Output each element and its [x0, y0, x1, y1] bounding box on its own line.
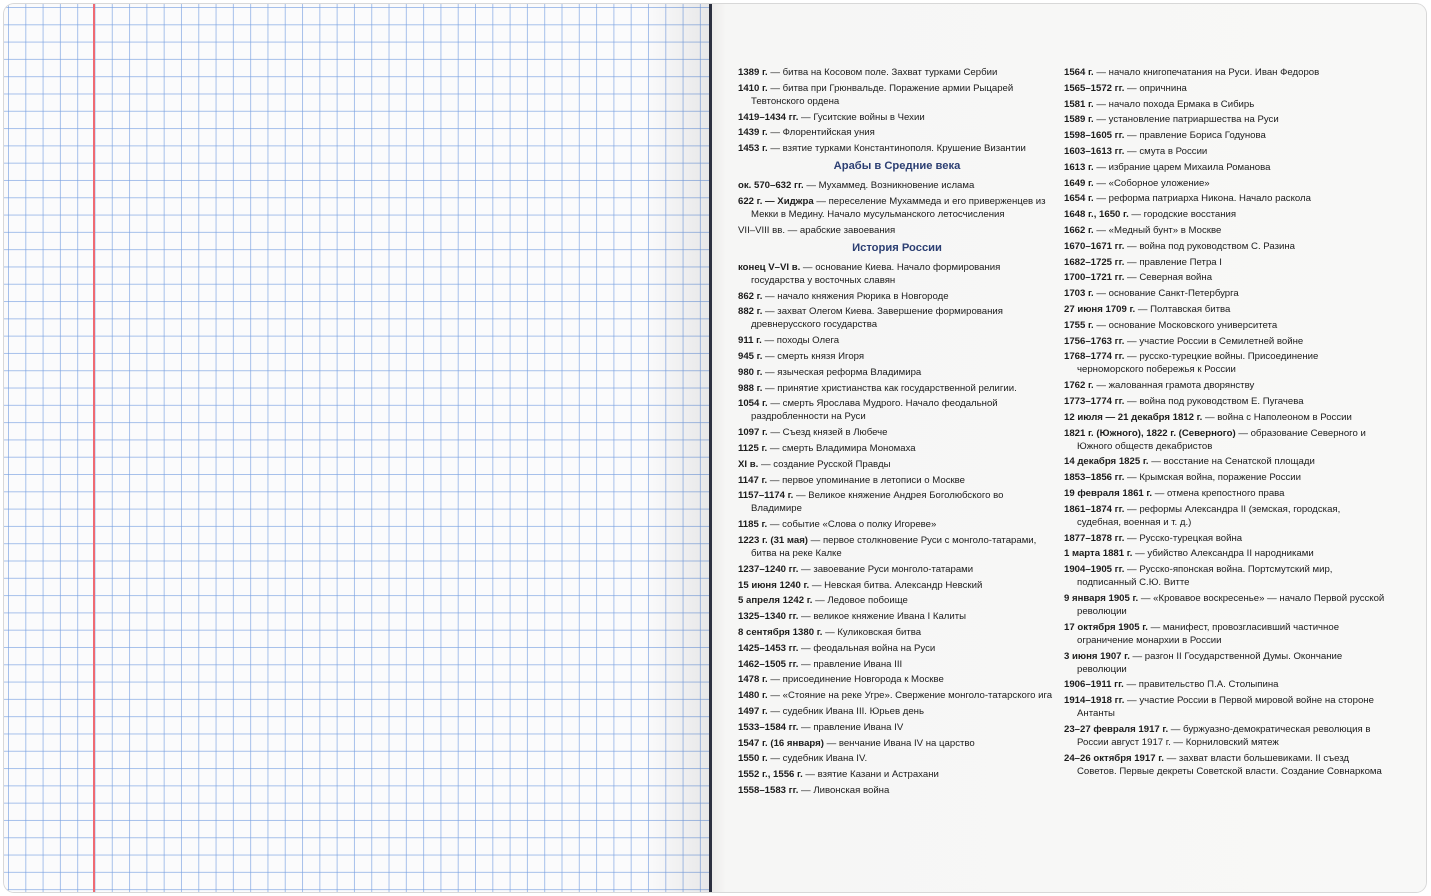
entry-text: — битва на Косовом поле. Захват турками Сербии [767, 67, 998, 78]
entry-text: — «Стояние на реке Угре». Свержение монголо-татарского ига [767, 690, 1053, 702]
entry-date: 1558–1583 гг. [738, 784, 799, 796]
entry-text: — правление Ивана IV [798, 721, 904, 733]
timeline-entry [1064, 66, 1386, 79]
entry-date: 862 г. [738, 290, 763, 302]
timeline-entry [738, 442, 1056, 455]
timeline-entry [738, 489, 1056, 515]
entry-text: — Крымская война, поражение России [1124, 472, 1302, 484]
entry-text: — Съезд князей в Любече [767, 427, 888, 439]
timeline-entry [738, 626, 1056, 639]
entry-date: 1480 г. [738, 690, 768, 702]
entry-text: — разгон II Государственной Думы. Окончание революции [1077, 650, 1343, 675]
entry-text: — война с Наполеоном в России [1202, 411, 1352, 423]
timeline-entry [1064, 547, 1386, 560]
entry-text: — Гуситские войны в Чехии [798, 111, 925, 123]
timeline-entry [1064, 592, 1386, 618]
entry-date: 988 г. [738, 382, 763, 394]
entry-text: — «Кровавое воскресенье» — начало Первой русской революции [1077, 592, 1385, 617]
entry-text: — Северная война [1124, 272, 1213, 284]
entry-date: 9 января 1905 г. [1064, 592, 1139, 604]
entry-text: — реформы Александра II (земская, городская, судебная, военная и т. д.) [1077, 503, 1341, 528]
entry-text: — русско-турецкие войны. Присоединение черноморского побережья к России [1077, 351, 1319, 376]
entry-date: 1478 г. [738, 674, 768, 686]
timeline-entry [738, 705, 1056, 718]
entry-text: — Русско-турецкая война [1124, 532, 1243, 544]
timeline-entry [738, 195, 1056, 221]
timeline-entry [738, 82, 1056, 108]
entry-date: 14 декабря 1825 г. [1064, 456, 1149, 468]
timeline-entry [738, 458, 1056, 471]
timeline-entry [1064, 563, 1386, 589]
timeline-entry [738, 366, 1056, 379]
entry-date: 1550 г. [738, 753, 768, 765]
entry-date: 1453 г. [738, 143, 768, 155]
entry-text: — начало книгопечатания на Руси. Иван Федоров [1093, 67, 1320, 78]
entry-date: 1439 г. [738, 127, 768, 139]
entry-date: 1649 г. [1064, 177, 1094, 189]
entry-date: 1773–1774 гг. [1064, 395, 1125, 407]
entry-text: — «Соборное уложение» [1093, 177, 1210, 189]
timeline-entry [738, 350, 1056, 363]
entry-text: — захват власти большевиками. II съезд Советов. Первые декреты Советской власти. Создание Совнаркома [1077, 752, 1382, 777]
entry-text: — смута в России [1124, 145, 1208, 157]
entry-text: — основание Санкт-Петербурга [1093, 288, 1239, 300]
entry-date: 3 июня 1907 г. [1064, 650, 1130, 662]
timeline-entry [1064, 145, 1386, 158]
timeline-entry [1064, 303, 1386, 316]
entry-text: — Мухаммед. Возникновение ислама [803, 180, 975, 192]
entry-text: — война под руководством С. Разина [1124, 240, 1295, 252]
notebook-spread [4, 4, 1426, 892]
entry-text: — Флорентийская уния [767, 127, 875, 139]
entry-text: — феодальная война на Руси [798, 642, 936, 654]
entry-text: — походы Олега [761, 335, 840, 347]
timeline-entry [738, 518, 1056, 531]
timeline-entry [738, 142, 1056, 155]
timeline-entry [738, 768, 1056, 781]
entry-text: — завоевание Руси монголо-татарами [798, 563, 974, 575]
entry-text: — жалованная грамота дворянству [1093, 380, 1255, 392]
entry-text: — Куликовская битва [822, 626, 922, 638]
entry-date: 1662 г. [1064, 224, 1094, 236]
entry-text: — участие России в Семилетней войне [1124, 335, 1304, 347]
timeline-entry [738, 737, 1056, 750]
entry-date: 1157–1174 г. [738, 490, 794, 502]
timeline-entry [738, 689, 1056, 702]
entry-text: — смерть Владимира Мономаха [767, 442, 916, 454]
entry-text: — восстание на Сенатской площади [1148, 456, 1315, 468]
entry-date: 1648 г., 1650 г. [1064, 209, 1129, 221]
entry-text: — начало княжения Рюрика в Новгороде [762, 290, 949, 302]
entry-text: — установление патриаршества на Руси [1093, 114, 1279, 126]
timeline-entry [1064, 177, 1386, 190]
timeline-entry [738, 382, 1056, 395]
entry-date: 1914–1918 гг. [1064, 695, 1125, 707]
entry-date: 1768–1774 гг. [1064, 351, 1125, 363]
entry-text: — битва при Грюнвальде. Поражение армии Рыцарей Тевтонского ордена [751, 82, 1014, 107]
entry-date: 1389 г. [738, 67, 768, 78]
entry-date: 1904–1905 гг. [1064, 564, 1125, 576]
entry-date: 1755 г. [1064, 319, 1094, 331]
entry-text: — Ледовое побоище [812, 595, 908, 607]
entry-text: — участие России в Первой мировой войне на стороне Антанты [1077, 695, 1374, 720]
entry-text: — правительство П.А. Столыпина [1123, 679, 1279, 691]
timeline-entry [738, 66, 1056, 79]
entry-date: 882 г. [738, 306, 763, 318]
timeline-entry [738, 179, 1056, 192]
entry-text: — Ливонская война [798, 784, 890, 796]
entry-text: VII–VIII вв. — арабские завоевания [738, 224, 896, 236]
entry-text: — основание Московского университета [1093, 319, 1278, 331]
entry-text: — судебник Ивана IV. [767, 753, 868, 765]
entry-date: 980 г. [738, 366, 763, 378]
entry-text: — правление Бориса Годунова [1124, 130, 1266, 142]
entry-date: 1821 г. (Южного), 1822 г. (Северного) [1064, 427, 1236, 439]
entry-date: 1756–1763 гг. [1064, 335, 1125, 347]
timeline-entry [1064, 240, 1386, 253]
entry-date: 24–26 октября 1917 г. [1064, 752, 1164, 764]
entry-date: 1147 г. [738, 474, 768, 486]
timeline-entry [1064, 678, 1386, 691]
entry-date: 1325–1340 гг. [738, 611, 799, 623]
entry-text: — великое княжение Ивана I Калиты [798, 611, 967, 623]
entry-date: 1547 г. (16 января) [738, 737, 824, 749]
entry-text: — первое упоминание в летописи о Москве [767, 474, 966, 486]
timeline-entry [1064, 98, 1386, 111]
timeline-entry [738, 261, 1056, 287]
timeline-entry [738, 642, 1056, 655]
entry-date: 1589 г. [1064, 114, 1094, 126]
entry-text: — событие «Слова о полку Игореве» [767, 519, 937, 531]
entry-date: ок. 570–632 гг. [738, 180, 804, 192]
entry-date: 1425–1453 гг. [738, 642, 799, 654]
entry-date: 945 г. [738, 350, 763, 362]
entry-text: — война под руководством Е. Пугачева [1124, 395, 1304, 407]
entry-date: 1552 г., 1556 г. [738, 769, 803, 781]
entry-text: — основание Киева. Начало формирования государства у восточных славян [751, 261, 1001, 286]
entry-text: — Русско-японская война. Портсмутский мир, подписанный С.Ю. Витте [1077, 564, 1333, 589]
timeline-entry [1064, 752, 1386, 778]
timeline-entry [738, 563, 1056, 576]
entry-date: 1581 г. [1064, 98, 1094, 110]
entry-date: 1762 г. [1064, 380, 1094, 392]
entry-text: — смерть Ярослава Мудрого. Начало феодальной раздробленности на Руси [751, 398, 998, 423]
entry-date: 1654 г. [1064, 193, 1094, 205]
timeline-entry [1064, 271, 1386, 284]
entry-text: — Невская битва. Александр Невский [809, 579, 983, 591]
timeline-entry [1064, 192, 1386, 205]
dates-column-right [1064, 66, 1386, 780]
timeline-entry [1064, 319, 1386, 332]
timeline-entry [1064, 113, 1386, 126]
entry-date: 1613 г. [1064, 161, 1094, 173]
entry-text: — опричнина [1124, 82, 1187, 94]
timeline-entry [738, 290, 1056, 303]
timeline-entry [1064, 427, 1386, 453]
section-heading: История России [852, 241, 942, 254]
timeline-entry [1064, 694, 1386, 720]
entry-text: — «Медный бунт» в Москве [1093, 224, 1222, 236]
entry-date: 1603–1613 гг. [1064, 145, 1125, 157]
timeline-entry [1064, 455, 1386, 468]
entry-date: 1877–1878 гг. [1064, 532, 1125, 544]
entry-text: — городские восстания [1128, 209, 1237, 221]
entry-date: 622 г. — Хиджра [738, 195, 814, 207]
entry-text: — избрание царем Михаила Романова [1093, 161, 1271, 173]
timeline-entry [738, 111, 1056, 124]
timeline-entry [1064, 471, 1386, 484]
timeline-entry [1064, 287, 1386, 300]
entry-text: — начало похода Ермака в Сибирь [1093, 98, 1255, 110]
timeline-entry [1064, 208, 1386, 221]
entry-text: — создание Русской Правды [758, 458, 891, 470]
timeline-entry [738, 126, 1056, 139]
entry-date: 1564 г. [1064, 67, 1094, 78]
entry-date: 1565–1572 гг. [1064, 82, 1125, 94]
timeline-entry [1064, 411, 1386, 424]
entry-date: 12 июля — 21 декабря 1812 г. [1064, 411, 1203, 423]
timeline-entry [1064, 379, 1386, 392]
entry-date: 1703 г. [1064, 288, 1094, 300]
timeline-entry [738, 610, 1056, 623]
entry-text: — убийство Александра II народниками [1132, 548, 1314, 560]
entry-text: — захват Олегом Киева. Завершение формирования древнерусского государства [751, 306, 1003, 331]
timeline-entry [738, 721, 1056, 734]
entry-date: 1682–1725 гг. [1064, 256, 1125, 268]
entry-text: — буржуазно-демократическая революция в России август 1917 г. — Корниловский мятеж [1077, 723, 1371, 748]
entry-date: 1223 г. (31 мая) [738, 534, 809, 546]
entry-text: — присоединение Новгорода к Москве [767, 674, 944, 686]
entry-date: 1906–1911 гг. [1064, 679, 1124, 691]
entry-date: 5 апреля 1242 г. [738, 595, 813, 607]
entry-date: 1497 г. [738, 705, 768, 717]
entry-text: — взятие турками Константинополя. Крушение Византии [767, 143, 1026, 155]
section-heading: Арабы в Средние века [833, 160, 961, 173]
entry-date: 17 октября 1905 г. [1064, 621, 1148, 633]
timeline-entry [1064, 621, 1386, 647]
entry-date: 1462–1505 гг. [738, 658, 799, 670]
timeline-entry [738, 752, 1056, 765]
timeline-entry [738, 534, 1056, 560]
entry-date: 1598–1605 гг. [1064, 130, 1125, 142]
entry-date: 1097 г. [738, 427, 768, 439]
entry-date: 27 июня 1709 г. [1064, 303, 1136, 315]
timeline-entry [1064, 650, 1386, 676]
timeline-entry [1064, 487, 1386, 500]
timeline-entry [738, 305, 1056, 331]
entry-text: — взятие Казани и Астрахани [802, 769, 939, 781]
entry-date: 1 марта 1881 г. [1064, 548, 1133, 560]
entry-date: 1700–1721 гг. [1064, 272, 1125, 284]
history-dates-page [712, 4, 1426, 892]
entry-text: — манифест, провозгласивший частичное ограничение монархии в России [1077, 621, 1340, 646]
entry-date: 1533–1584 гг. [738, 721, 799, 733]
entry-text: — правление Петра I [1124, 256, 1222, 268]
entry-date: XI в. [738, 458, 759, 470]
timeline-entry [1064, 161, 1386, 174]
margin-line [93, 4, 95, 892]
entry-date: 1125 г. [738, 442, 768, 454]
entry-date: 15 июня 1240 г. [738, 579, 810, 591]
entry-date: 1861–1874 гг. [1064, 503, 1125, 515]
entry-date: конец V–VI в. [738, 261, 801, 273]
entry-text: — Великое княжение Андрея Боголюбского во Владимире [751, 490, 1004, 515]
timeline-entry [1064, 129, 1386, 142]
timeline-entry [738, 579, 1056, 592]
entry-text: — Полтавская битва [1135, 303, 1231, 315]
timeline-entry [1064, 395, 1386, 408]
entry-text: — образование Северного и Южного обществ декабристов [1077, 427, 1366, 452]
timeline-entry [738, 334, 1056, 347]
timeline-entry [1064, 224, 1386, 237]
entry-text: — языческая реформа Владимира [762, 366, 922, 378]
entry-date: 19 февраля 1861 г. [1064, 487, 1153, 499]
entry-text: — судебник Ивана III. Юрьев день [767, 705, 924, 717]
timeline-entry [1064, 723, 1386, 749]
entry-date: 8 сентября 1380 г. [738, 626, 823, 638]
timeline-entry [738, 474, 1056, 487]
entry-date: 1419–1434 гг. [738, 111, 799, 123]
entry-text: — реформа патриарха Никона. Начало раскола [1093, 193, 1311, 205]
timeline-entry [738, 658, 1056, 671]
entry-date: 1853–1856 гг. [1064, 472, 1125, 484]
timeline-entry [738, 397, 1056, 423]
entry-date: 1237–1240 гг. [738, 563, 799, 575]
timeline-entry [738, 784, 1056, 797]
entry-date: 1670–1671 гг. [1064, 240, 1125, 252]
timeline-entry [738, 594, 1056, 607]
entry-text: — правление Ивана III [798, 658, 903, 670]
graph-paper-page [4, 4, 709, 892]
dates-column-left [738, 66, 1056, 800]
page-fold-shadow [644, 4, 709, 892]
timeline-entry [1064, 335, 1386, 348]
entry-text: — принятие христианства как государственной религии. [762, 382, 1017, 394]
timeline-entry [1064, 82, 1386, 95]
entry-date: 23–27 февраля 1917 г. [1064, 723, 1169, 735]
entry-text: — венчание Ивана IV на царство [823, 737, 975, 749]
timeline-entry [1064, 350, 1386, 376]
timeline-entry [738, 426, 1056, 439]
entry-text: — смерть князя Игоря [762, 350, 865, 362]
entry-date: 1410 г. [738, 82, 768, 94]
entry-date: 1054 г. [738, 398, 768, 410]
entry-date: 1185 г. [738, 519, 768, 531]
entry-text: — первое столкновение Руси с монголо-татарами, битва на реке Калке [751, 534, 1037, 559]
timeline-entry [1064, 532, 1386, 545]
timeline-entry [738, 224, 1056, 237]
timeline-entry [1064, 503, 1386, 529]
entry-text: — отмена крепостного права [1152, 487, 1285, 499]
entry-text: — переселение Мухаммеда и его приверженцев из Мекки в Медину. Начало мусульманского летосчисления [751, 195, 1046, 220]
entry-date: 911 г. [738, 335, 762, 347]
timeline-entry [738, 673, 1056, 686]
timeline-entry [1064, 256, 1386, 269]
